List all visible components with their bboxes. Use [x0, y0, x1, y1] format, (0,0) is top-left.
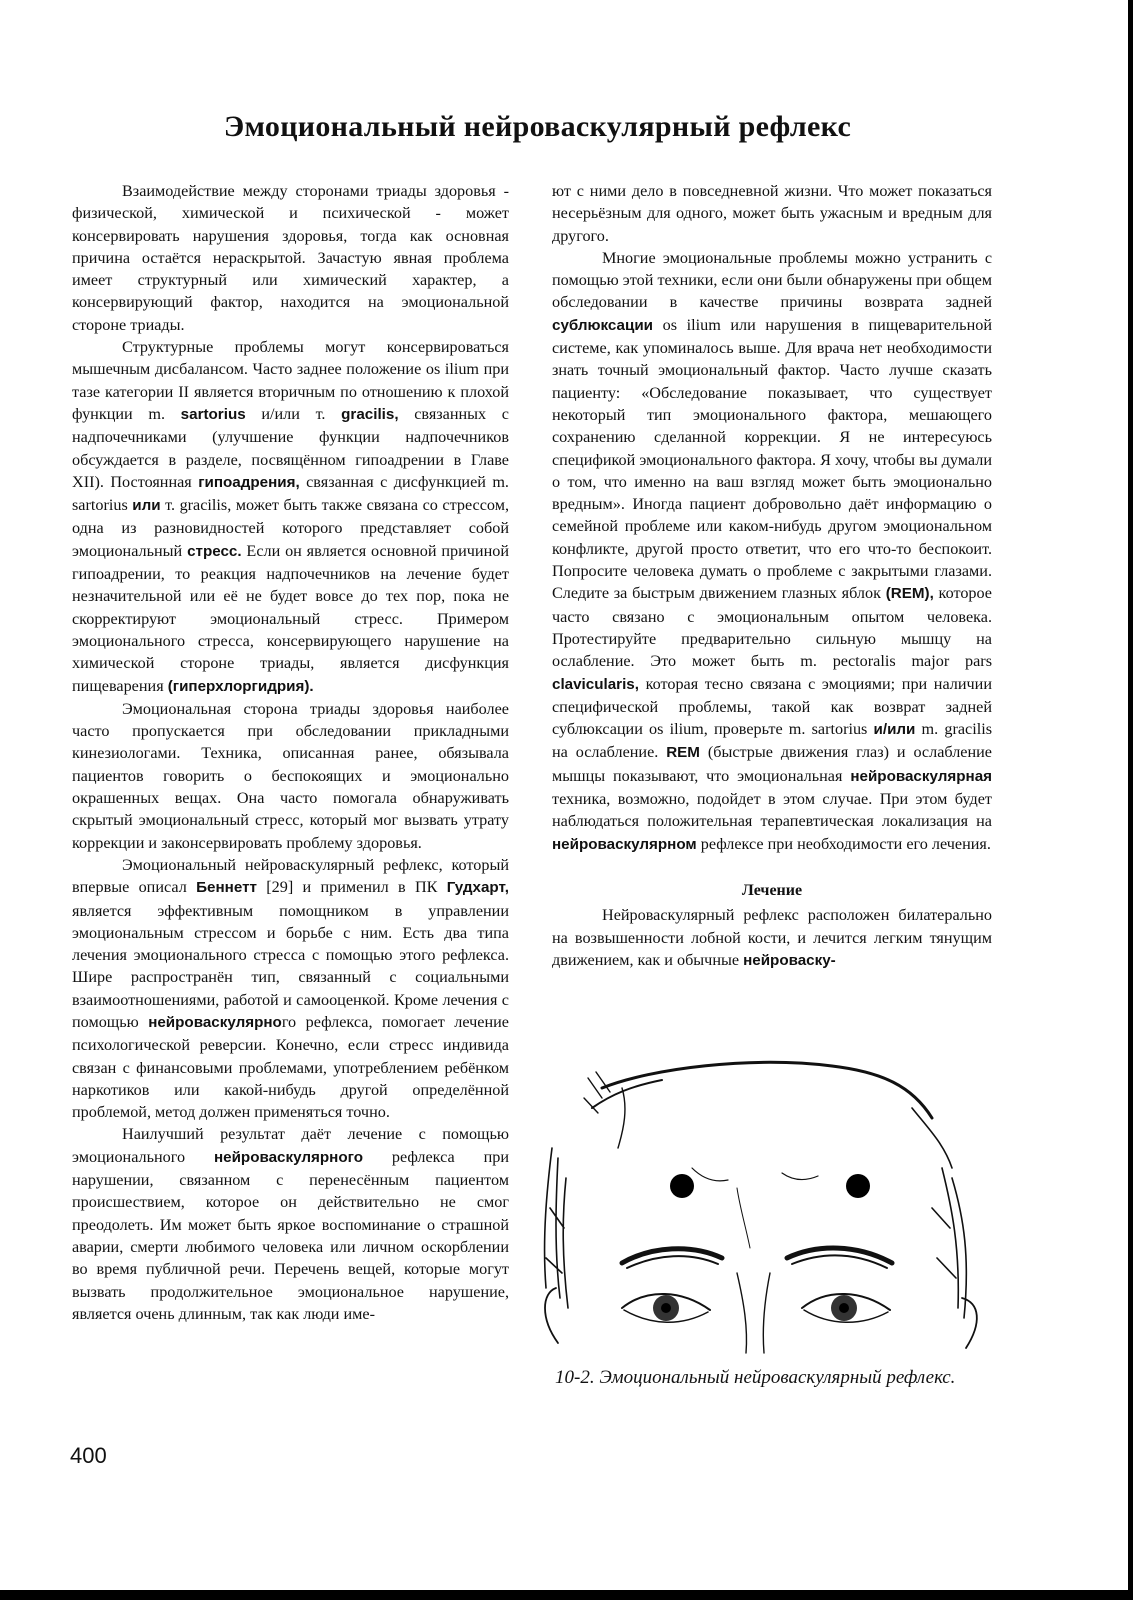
paragraph: Эмоциональный нейроваскулярный рефлекс, который впервые описал Беннетт [29] и применил в ПК Гудхарт, является эффективным помощником в управлении эмоциональным стрессом и борьбе с ним. Есть два типа лечения эмоционального стресса с помощью этого рефлекса. Шире распространён тип, связанный с социальными взаимоотношениями, работой и самооценкой. Кроме лечения с помощью нейроваскулярного рефлекса, помогает лечение психологической реверсии. Конечно, если стресс индивида связан с финансовыми проблемами, употреблением ребёнком наркотиков или какой-нибудь другой определённой проблемой, метод должен применяться точно. — [72, 855, 510, 1122]
paragraph: Структурные проблемы могут консервироваться мышечным дисбалансом. Часто заднее положение os ilium при тазе категории II является вторичным по отношению к плохой функции m. sartorius и/или т. gracilis, связанных с надпочечниками (улучшение функции надпочечников обсуждается в разделе, посвящённом гипоадрении в Главе XII). Постоянная гипоадрения, связанная с дисфункцией m. sartorius или т. gracilis, может быть также связана со стрессом, одна из разновидностей которого представляет собой эмоциональный стресс. Если он является основной причиной гипоадрении, то реакция надпочечников на лечение будет незначительной или её не будет вовсе до тех пор, пока не скорректируют эмоциональный стресс. Примером эмоционального стресса, консервирующего нарушение на химической стороне триады, является дисфункция пищеварения (гиперхлоргидрия). — [72, 338, 509, 695]
paragraph: Эмоциональная сторона триады здоровья наиболее часто пропускается при обследовании прикладными кинезиологами. Техника, описанная ранее, обязывала пациентов говорить о беспокоящих и эмоционально окрашенных вещах. Она часто помогала обнаруживать скрытый эмоциональный стресс, который мог вызвать утрату коррекции и законсервировать проблему здоровья. — [72, 699, 509, 852]
forehead-reflex-points-illustration — [532, 1058, 992, 1358]
left-column — [72, 180, 509, 1325]
scan-edge-bottom — [0, 1590, 1133, 1600]
section-heading: Лечение — [741, 881, 803, 899]
paragraph: Многие эмоциональные проблемы можно устранить с помощью этой техники, если они были обнаружены при общем обследовании в качестве причины возврата задней сублюксации os ilium или нарушения в пищеварительной системе, как упоминалось выше. Для врача нет необходимости знать точный эмоциональный фактор. Часто лучше сказать пациенту: «Обследование показывает, что существует некоторый тип эмоционального фактора, мешающего сохранению сделанной коррекции. Я не интересуюсь спецификой эмоционального фактора. Я хочу, чтобы вы думали о том, что именно на ваш взгляд может быть эмоционально вредным». Иногда пациент добровольно даёт информацию о семейной проблеме или каком-нибудь другом эмоциональном конфликте, другой просто ответит, что его что-то беспокоит. Попросите человека думать о проблеме с закрытыми глазами. Следите за быстрым движением глазных яблок (REM), которое часто связано с эмоциональным опытом человека. Протестируйте предварительно сильную мышцу на ослабление. Это может быть m. pectoralis major pars clavicularis, которая тесно связана с эмоциями; при наличии специфической проблемы, такой как возврат задней сублюксации os ilium, проверьте m. sartorius и/или m. gracilis на ослабление. REM (быстрые движения глаз) и ослабление мышцы показывают, что эмоциональная нейроваскулярная техника, возможно, подойдет в этом случае. При этом будет наблюдаться положительная терапевтическая локализация на нейроваскулярном рефлексе при необходимости его лечения. — [552, 248, 992, 853]
right-column — [552, 180, 992, 972]
figure-caption: 10-2. Эмоциональный нейроваскулярный рефлекс. — [555, 1367, 956, 1388]
page-title: Эмоциональный нейроваскулярный рефлекс — [223, 110, 852, 143]
paragraph: Наилучший результат даёт лечение с помощью эмоционального нейроваскулярного рефлекса при нарушении, связанном с перенесённым пациентом происшествием, которое он действительно не смог преодолеть. Им может быть яркое воспоминание о страшной аварии, смерти любимого человека или личном оскорблении во время публичной речи. Перечень вещей, которые могут вызвать продолжительное эмоциональное нарушение, является очень длинным, так как люди име- — [72, 1125, 509, 1323]
scan-edge-right — [1128, 0, 1133, 1600]
paragraph: Нейроваскулярный рефлекс расположен билатерально на возвышенности лобной кости, и лечится легким тянущим движением, как и обычные нейроваску- — [552, 906, 992, 969]
paragraph: Взаимодействие между сторонами триады здоровья - физической, химической и психической - может консервировать нарушения здоровья, тогда как основная причина остаётся нераскрытой. Зачастую явная проблема имеет структурный или химический характер, а консервирующий фактор, находится на эмоциональной стороне триады. — [72, 182, 509, 334]
paragraph: ют с ними дело в повседневной жизни. Что может показаться несерьёзным для одного, может быть ужасным и вредным для другого. — [552, 182, 992, 245]
page-number: 400 — [70, 1443, 107, 1468]
